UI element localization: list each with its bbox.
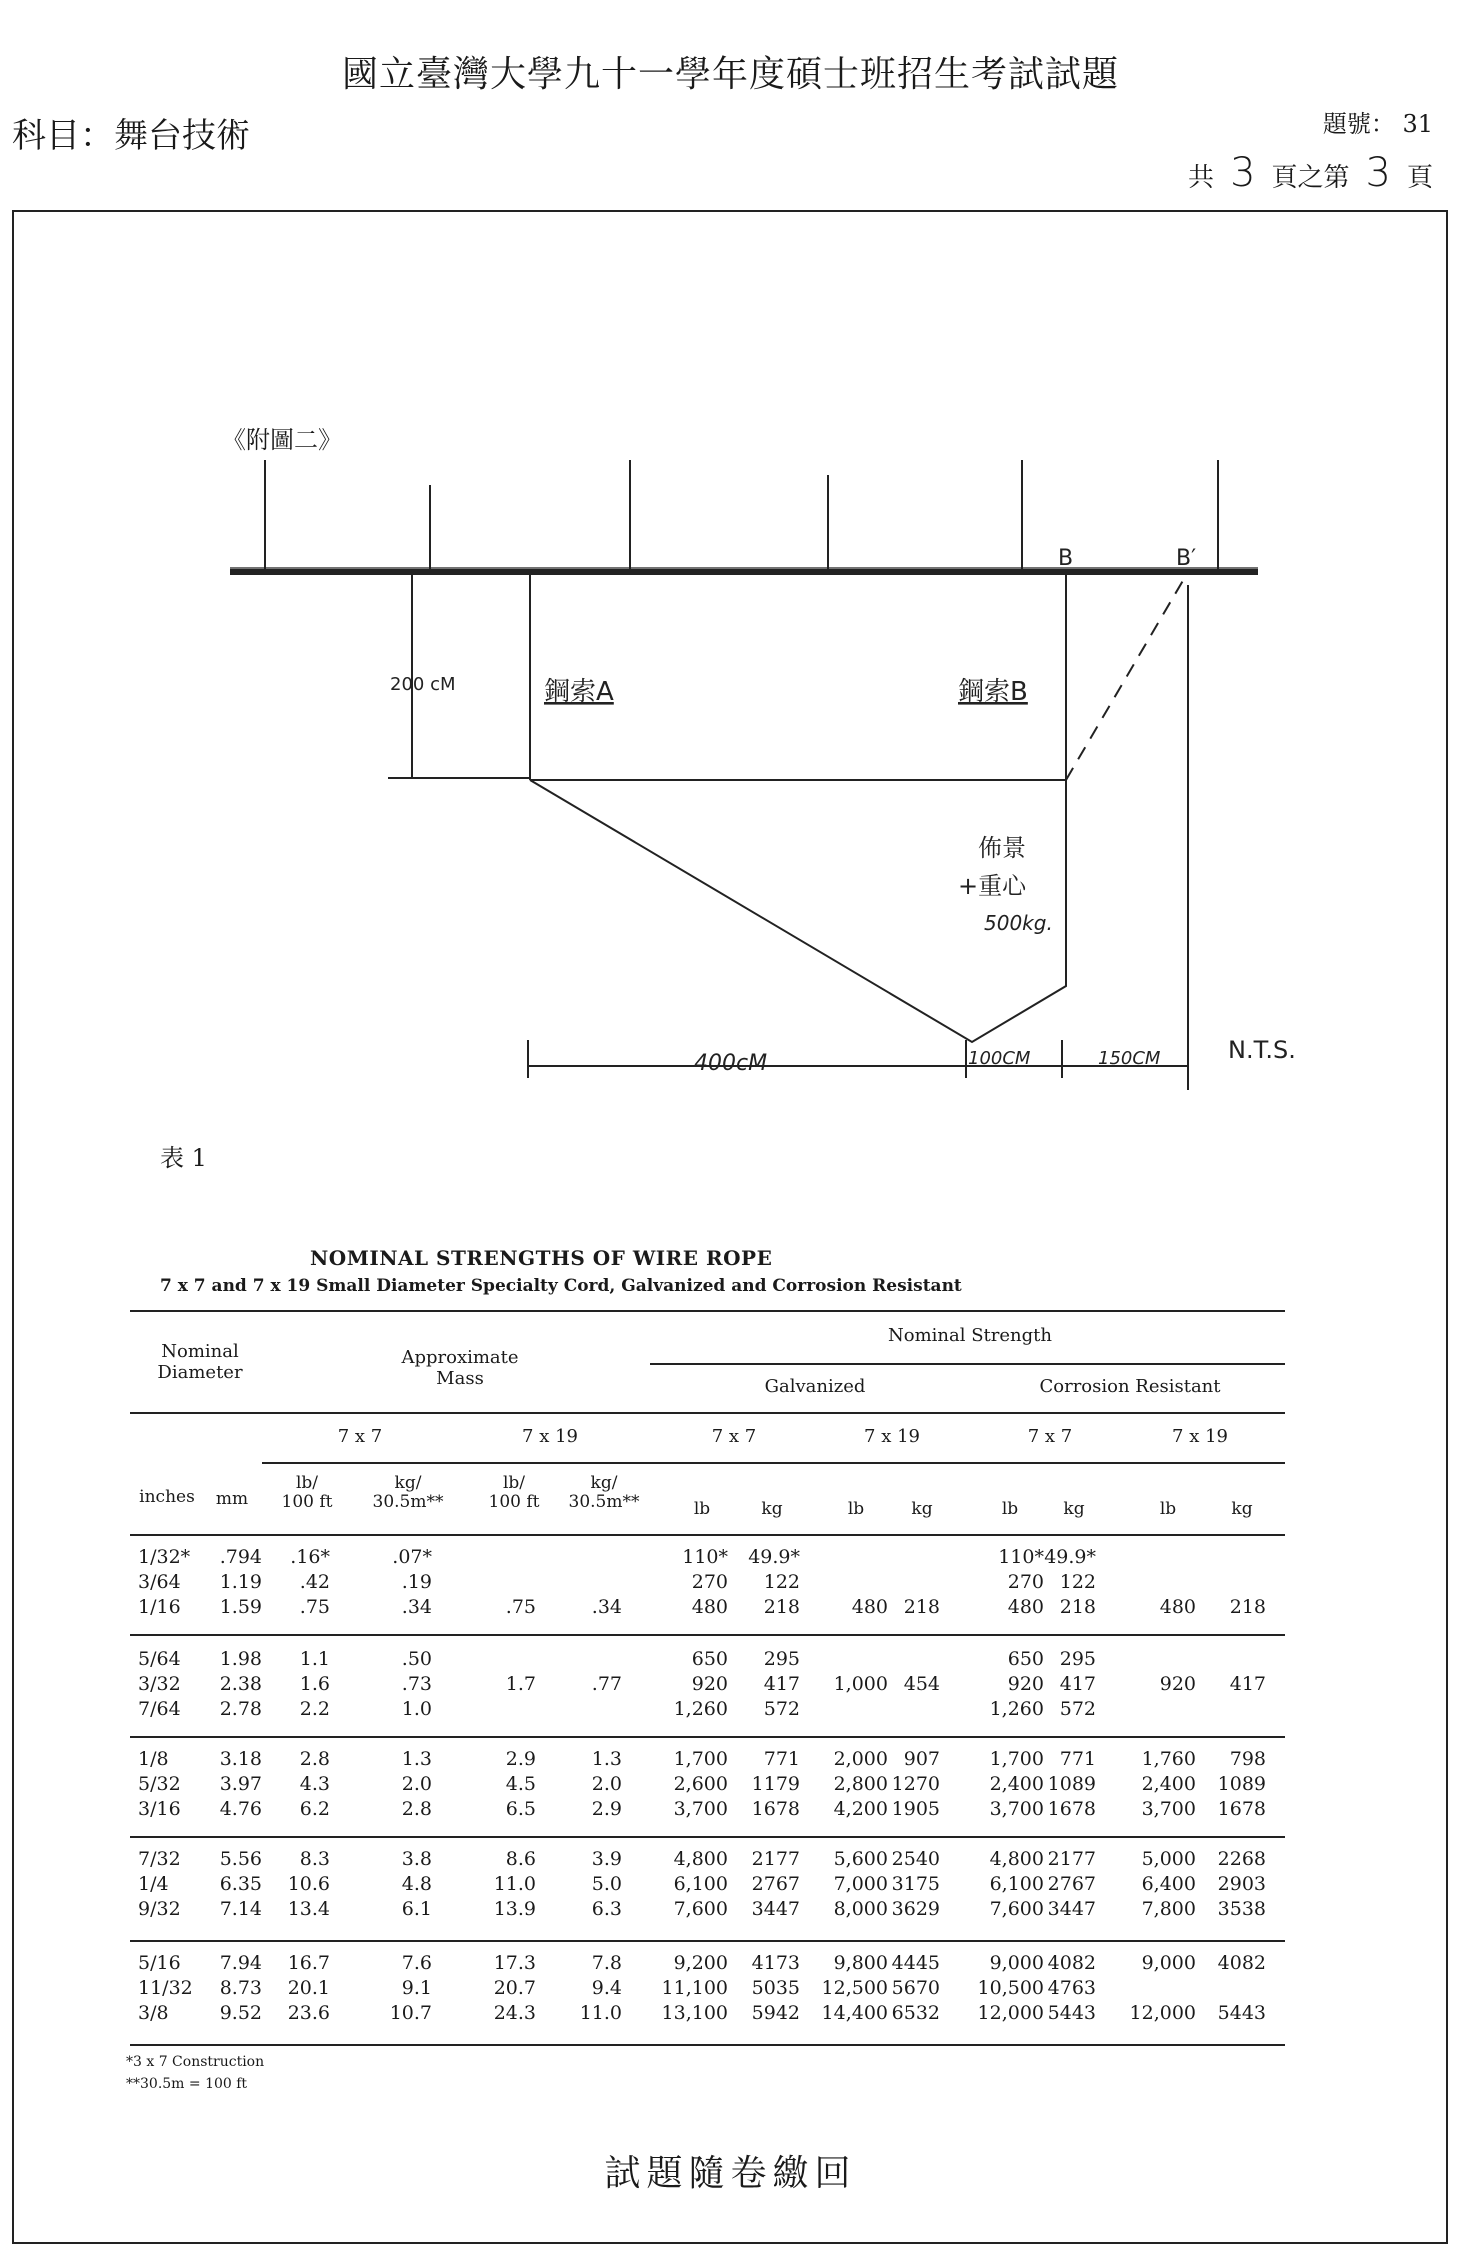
table-row <box>0 1698 1461 1723</box>
table-cell: 2.78 <box>219 1698 262 1720</box>
unit-lb: lb <box>1159 1499 1177 1519</box>
table-cell: 10.7 <box>389 2002 432 2024</box>
table-cell: 8.6 <box>505 1848 536 1870</box>
table-cell: 6.5 <box>505 1798 536 1820</box>
table-cell: 417 <box>1059 1673 1096 1695</box>
table-cell: 3629 <box>891 1898 940 1920</box>
table-label: 表 1 <box>160 1144 207 1172</box>
unit-mass-7x7-lb <box>272 1474 342 1511</box>
table-cell: 572 <box>763 1698 800 1720</box>
table-cell: 1.19 <box>219 1571 262 1593</box>
table-row <box>0 1873 1461 1898</box>
table-cell: 3,700 <box>1141 1798 1196 1820</box>
table-cell: 16.7 <box>287 1952 330 1974</box>
table-cell: 7.14 <box>219 1898 262 1920</box>
table-cell: 2540 <box>891 1848 940 1870</box>
unit-100ft: 100 ft <box>281 1491 333 1512</box>
table-cell: 122 <box>1059 1571 1096 1593</box>
type-rule <box>130 1412 1285 1414</box>
table-cell: 920 <box>1159 1673 1196 1695</box>
table-cell: 1,700 <box>989 1748 1044 1770</box>
table-row <box>0 1798 1461 1823</box>
table-cell: 572 <box>1059 1698 1096 1720</box>
load-line3: 500kg. <box>984 911 1053 935</box>
group1-rule <box>130 1634 1285 1636</box>
unit-30m: 30.5m** <box>568 1491 640 1512</box>
table-row <box>0 2002 1461 2027</box>
table-cell: 480 <box>851 1596 888 1618</box>
table-cell: 650 <box>1007 1648 1044 1670</box>
point-b-prime-label: B′ <box>1176 546 1197 571</box>
exam-title: 國立臺灣大學九十一學年度碩士班招生考試試題 <box>341 54 1119 95</box>
pages-mid: 頁之第 <box>1271 163 1350 193</box>
table-cell: 1.6 <box>299 1673 330 1695</box>
table-cell: 3/32 <box>138 1673 181 1695</box>
table-cell: 2,600 <box>673 1773 728 1795</box>
table-cell: 20.7 <box>493 1977 536 1999</box>
table-cell: 3.18 <box>219 1748 262 1770</box>
table-cell: 2268 <box>1217 1848 1266 1870</box>
table-cell: 9,800 <box>833 1952 888 1974</box>
table-cell: .07* <box>392 1546 432 1568</box>
table-cell: 1/16 <box>138 1596 181 1618</box>
table-cell: 3538 <box>1217 1898 1266 1920</box>
header-galv-7x19: 7 x 19 <box>864 1426 920 1447</box>
table-cell: 3447 <box>1047 1898 1096 1920</box>
table-cell: 4445 <box>891 1952 940 1974</box>
point-b-label: B <box>1058 546 1074 571</box>
table-cell: 2,400 <box>989 1773 1044 1795</box>
table-cell: 7,600 <box>989 1898 1044 1920</box>
strength-rule <box>650 1363 1285 1365</box>
table-cell: 5/64 <box>138 1648 181 1670</box>
table-cell: 798 <box>1229 1748 1266 1770</box>
table-cell: 9.1 <box>401 1977 432 1999</box>
table-cell: 2.0 <box>591 1773 622 1795</box>
table-cell: 920 <box>691 1673 728 1695</box>
dim-150-label: 150CM <box>1098 1048 1161 1069</box>
table-cell: 5/16 <box>138 1952 181 1974</box>
table-cell: .34 <box>401 1596 432 1618</box>
scale-note: N.T.S. <box>1228 1036 1296 1064</box>
table-cell: 3/64 <box>138 1571 181 1593</box>
table-cell: 1/32* <box>138 1546 191 1568</box>
table-cell: 1,260 <box>989 1698 1044 1720</box>
table-cell: 9,000 <box>989 1952 1044 1974</box>
table-cell: 295 <box>763 1648 800 1670</box>
table-row <box>0 1848 1461 1873</box>
table-cell: 6.35 <box>219 1873 262 1895</box>
pages-current: 3 <box>1365 150 1391 196</box>
table-cell: 7,800 <box>1141 1898 1196 1920</box>
table-cell: 454 <box>903 1673 940 1695</box>
table-cell: 12,500 <box>821 1977 888 1999</box>
unit-kg: kg <box>761 1499 783 1519</box>
table-cell: 2903 <box>1217 1873 1266 1895</box>
unit-100ft: 100 ft <box>488 1491 540 1512</box>
table-cell: 7/32 <box>138 1848 181 1870</box>
table-cell: 1.7 <box>505 1673 536 1695</box>
table-cell: 9.4 <box>591 1977 622 1999</box>
table-cell: 7.8 <box>591 1952 622 1974</box>
table-cell: 5,600 <box>833 1848 888 1870</box>
table-cell: 7,000 <box>833 1873 888 1895</box>
table-cell: 5.56 <box>219 1848 262 1870</box>
table-cell: 2177 <box>751 1848 800 1870</box>
group4-rule <box>130 1940 1285 1942</box>
table-cell: 11,100 <box>661 1977 728 1999</box>
table-cell: 49.9* <box>1044 1546 1096 1568</box>
table-subtitle: 7 x 7 and 7 x 19 Small Diameter Specialty Cord, Galvanized and Corrosion Resistant <box>160 1276 962 1296</box>
table-cell: 2.8 <box>401 1798 432 1820</box>
table-cell: 270 <box>691 1571 728 1593</box>
unit-lb: lb <box>1001 1499 1019 1519</box>
table-cell: 24.3 <box>493 2002 536 2024</box>
table-cell: 7/64 <box>138 1698 181 1720</box>
table-cell: 650 <box>691 1648 728 1670</box>
unit-mass-7x7-kg <box>356 1474 460 1511</box>
table-cell: 13,100 <box>661 2002 728 2024</box>
table-cell: 218 <box>1059 1596 1096 1618</box>
table-cell: 4173 <box>751 1952 800 1974</box>
header-mass-7x19: 7 x 19 <box>522 1426 578 1447</box>
rope-a-label: 鋼索A <box>544 677 614 707</box>
unit-kg: kg <box>1063 1499 1085 1519</box>
table-cell: 5,000 <box>1141 1848 1196 1870</box>
table-cell: 6,100 <box>989 1873 1044 1895</box>
table-cell: 9.52 <box>219 2002 262 2024</box>
table-cell: 2767 <box>1047 1873 1096 1895</box>
table-cell: 1.0 <box>401 1698 432 1720</box>
table-cell: 218 <box>903 1596 940 1618</box>
table-bottom-rule <box>130 2044 1285 2046</box>
unit-inches: inches <box>139 1487 195 1507</box>
dim-400-label: 400cM <box>694 1051 768 1076</box>
table-cell: 1678 <box>1047 1798 1096 1820</box>
table-cell: 5/32 <box>138 1773 181 1795</box>
table-cell: 12,000 <box>977 2002 1044 2024</box>
pages-prefix: 共 <box>1188 163 1215 193</box>
table-title: NOMINAL STRENGTHS OF WIRE ROPE <box>310 1246 773 1270</box>
unit-30m: 30.5m** <box>372 1491 444 1512</box>
header-corrosion-resistant: Corrosion Resistant <box>1039 1376 1221 1397</box>
header-galv-7x7: 7 x 7 <box>711 1426 757 1447</box>
table-cell: 2,400 <box>1141 1773 1196 1795</box>
table-cell: 2,000 <box>833 1748 888 1770</box>
table-top-rule <box>130 1310 1285 1312</box>
table-cell: 480 <box>1159 1596 1196 1618</box>
table-cell: .16* <box>290 1546 330 1568</box>
table-cell: 295 <box>1059 1648 1096 1670</box>
unit-mass-7x19-kg <box>552 1474 656 1511</box>
table-cell: 49.9* <box>748 1546 800 1568</box>
table-cell: 771 <box>763 1748 800 1770</box>
table-cell: 110* <box>998 1546 1044 1568</box>
table-cell: 4,800 <box>673 1848 728 1870</box>
table-cell: 9,000 <box>1141 1952 1196 1974</box>
unit-lb-slash: lb/ <box>502 1473 526 1493</box>
dim-100-label: 100CM <box>968 1048 1031 1069</box>
unit-mass-7x19-lb <box>478 1474 550 1511</box>
table-cell: 270 <box>1007 1571 1044 1593</box>
table-cell: 1,700 <box>673 1748 728 1770</box>
height-label: 200 cM <box>390 674 456 695</box>
table-cell: .75 <box>299 1596 330 1618</box>
table-cell: .73 <box>401 1673 432 1695</box>
table-cell: 7.6 <box>401 1952 432 1974</box>
table-row <box>0 1571 1461 1596</box>
table-cell: 122 <box>763 1571 800 1593</box>
table-cell: 1/8 <box>138 1748 169 1770</box>
header-cr-7x19: 7 x 19 <box>1172 1426 1228 1447</box>
table-row <box>0 1748 1461 1773</box>
table-cell: 2.38 <box>219 1673 262 1695</box>
unit-lb: lb <box>847 1499 865 1519</box>
rope-b-prime-dashed <box>1066 572 1188 780</box>
table-cell: 4082 <box>1047 1952 1096 1974</box>
group2-rule <box>130 1736 1285 1738</box>
table-cell: 4.5 <box>505 1773 536 1795</box>
unit-kg-slash: kg/ <box>394 1473 422 1493</box>
table-cell: 1089 <box>1217 1773 1266 1795</box>
table-cell: 5443 <box>1217 2002 1266 2024</box>
table-cell: 3175 <box>891 1873 940 1895</box>
table-cell: 1905 <box>891 1798 940 1820</box>
table-cell: 4.3 <box>299 1773 330 1795</box>
table-cell: .77 <box>591 1673 622 1695</box>
table-cell: 7,600 <box>673 1898 728 1920</box>
table-cell: 3,700 <box>989 1798 1044 1820</box>
table-cell: 417 <box>763 1673 800 1695</box>
table-cell: 5.0 <box>591 1873 622 1895</box>
header-approx-mass <box>360 1348 560 1389</box>
table-cell: 9/32 <box>138 1898 181 1920</box>
table-cell: 13.4 <box>287 1898 330 1920</box>
table-row <box>0 1977 1461 2002</box>
table-cell: 3447 <box>751 1898 800 1920</box>
table-cell: 2177 <box>1047 1848 1096 1870</box>
unit-rule <box>130 1534 1285 1536</box>
table-cell: 11.0 <box>493 1873 536 1895</box>
table-row <box>0 1673 1461 1698</box>
table-cell: 2.9 <box>505 1748 536 1770</box>
table-cell: 1.59 <box>219 1596 262 1618</box>
unit-kg: kg <box>911 1499 933 1519</box>
load-line2: +重心 <box>958 872 1027 900</box>
table-cell: 1678 <box>1217 1798 1266 1820</box>
table-cell: 3.9 <box>591 1848 622 1870</box>
table-cell: 1.98 <box>219 1648 262 1670</box>
question-number: 題號： 31 <box>1322 110 1433 138</box>
table-cell: .42 <box>299 1571 330 1593</box>
table-cell: 6,400 <box>1141 1873 1196 1895</box>
table-cell: 1/4 <box>138 1873 169 1895</box>
table-cell: 480 <box>691 1596 728 1618</box>
header-diameter: Diameter <box>157 1361 243 1383</box>
unit-lb: lb <box>693 1499 711 1519</box>
group3-rule <box>130 1836 1285 1838</box>
table-cell: 4,800 <box>989 1848 1044 1870</box>
table-cell: 4082 <box>1217 1952 1266 1974</box>
table-cell: 20.1 <box>287 1977 330 1999</box>
table-cell: 9,200 <box>673 1952 728 1974</box>
table-cell: 110* <box>682 1546 728 1568</box>
table-cell: 907 <box>903 1748 940 1770</box>
table-cell: 2.2 <box>299 1698 330 1720</box>
table-cell: .19 <box>401 1571 432 1593</box>
table-cell: 8.3 <box>299 1848 330 1870</box>
closing-note: 試題隨卷繳回 <box>604 2153 857 2194</box>
table-cell: 1.1 <box>299 1648 330 1670</box>
header-approximate: Approximate <box>401 1347 519 1368</box>
table-row <box>0 1596 1461 1621</box>
header-nominal-strength: Nominal Strength <box>888 1325 1052 1346</box>
table-row <box>0 1898 1461 1923</box>
table-cell: 3/16 <box>138 1798 181 1820</box>
table-cell: 3.97 <box>219 1773 262 1795</box>
table-cell: 480 <box>1007 1596 1044 1618</box>
unit-kg: kg <box>1231 1499 1253 1519</box>
table-cell: 11.0 <box>579 2002 622 2024</box>
rope-b-label: 鋼索B <box>958 677 1028 707</box>
footnote-construction: *3 x 7 Construction <box>126 2054 265 2070</box>
pages-total: 3 <box>1230 150 1256 196</box>
subject-label: 科目：舞台技術 <box>12 116 250 156</box>
table-cell: 3,700 <box>673 1798 728 1820</box>
table-cell: .34 <box>591 1596 622 1618</box>
table-cell: 2767 <box>751 1873 800 1895</box>
table-cell: 7.94 <box>219 1952 262 1974</box>
header-cr-7x7: 7 x 7 <box>1027 1426 1073 1447</box>
figure-label: 《附圖二》 <box>222 426 342 454</box>
table-cell: 2.0 <box>401 1773 432 1795</box>
table-cell: 3.8 <box>401 1848 432 1870</box>
pages-suffix: 頁 <box>1406 163 1433 193</box>
table-cell: 1.3 <box>591 1748 622 1770</box>
header-nominal: Nominal <box>161 1341 239 1362</box>
table-row <box>0 1546 1461 1571</box>
table-cell: 4.8 <box>401 1873 432 1895</box>
table-cell: .75 <box>505 1596 536 1618</box>
table-cell: 2.8 <box>299 1748 330 1770</box>
table-cell: 8,000 <box>833 1898 888 1920</box>
construction-rule <box>262 1462 1285 1464</box>
table-cell: 1270 <box>891 1773 940 1795</box>
table-cell: 6,100 <box>673 1873 728 1895</box>
table-cell: 2.9 <box>591 1798 622 1820</box>
table-cell: 1179 <box>751 1773 800 1795</box>
table-cell: .50 <box>401 1648 432 1670</box>
table-cell: 10,500 <box>977 1977 1044 1999</box>
table-cell: 4,200 <box>833 1798 888 1820</box>
table-cell: 771 <box>1059 1748 1096 1770</box>
load-line1: 佈景 <box>978 834 1026 862</box>
unit-kg-slash: kg/ <box>590 1473 618 1493</box>
table-cell: 12,000 <box>1129 2002 1196 2024</box>
header-mass-7x7: 7 x 7 <box>337 1426 383 1447</box>
table-cell: 1,000 <box>833 1673 888 1695</box>
unit-mm: mm <box>215 1489 249 1509</box>
table-cell: 6532 <box>891 2002 940 2024</box>
table-cell: 6.1 <box>401 1898 432 1920</box>
table-cell: 417 <box>1229 1673 1266 1695</box>
table-cell: 6.3 <box>591 1898 622 1920</box>
unit-lb-slash: lb/ <box>295 1473 319 1493</box>
table-cell: 8.73 <box>219 1977 262 1999</box>
table-cell: .794 <box>219 1546 262 1568</box>
table-cell: 218 <box>1229 1596 1266 1618</box>
table-cell: 1,260 <box>673 1698 728 1720</box>
table-row <box>0 1773 1461 1798</box>
table-cell: 1089 <box>1047 1773 1096 1795</box>
table-cell: 23.6 <box>287 2002 330 2024</box>
header-mass: Mass <box>436 1367 484 1389</box>
table-cell: 13.9 <box>493 1898 536 1920</box>
table-cell: 5443 <box>1047 2002 1096 2024</box>
table-cell: 1.3 <box>401 1748 432 1770</box>
table-cell: 11/32 <box>138 1977 193 1999</box>
table-cell: 3/8 <box>138 2002 169 2024</box>
table-cell: 2,800 <box>833 1773 888 1795</box>
table-cell: 218 <box>763 1596 800 1618</box>
table-cell: 6.2 <box>299 1798 330 1820</box>
table-cell: 1678 <box>751 1798 800 1820</box>
table-cell: 5942 <box>751 2002 800 2024</box>
table-cell: 5035 <box>751 1977 800 1999</box>
table-cell: 4.76 <box>219 1798 262 1820</box>
footnote-conversion: **30.5m = 100 ft <box>126 2076 248 2092</box>
table-cell: 1,760 <box>1141 1748 1196 1770</box>
table-cell: 4763 <box>1047 1977 1096 1999</box>
table-cell: 10.6 <box>287 1873 330 1895</box>
header-nominal-diameter <box>130 1342 270 1383</box>
table-cell: 17.3 <box>493 1952 536 1974</box>
rigging-diagram <box>0 0 1461 1120</box>
header-galvanized: Galvanized <box>764 1376 866 1397</box>
table-cell: 920 <box>1007 1673 1044 1695</box>
table-cell: 14,400 <box>821 2002 888 2024</box>
table-cell: 5670 <box>891 1977 940 1999</box>
table-row <box>0 1952 1461 1977</box>
table-row <box>0 1648 1461 1673</box>
